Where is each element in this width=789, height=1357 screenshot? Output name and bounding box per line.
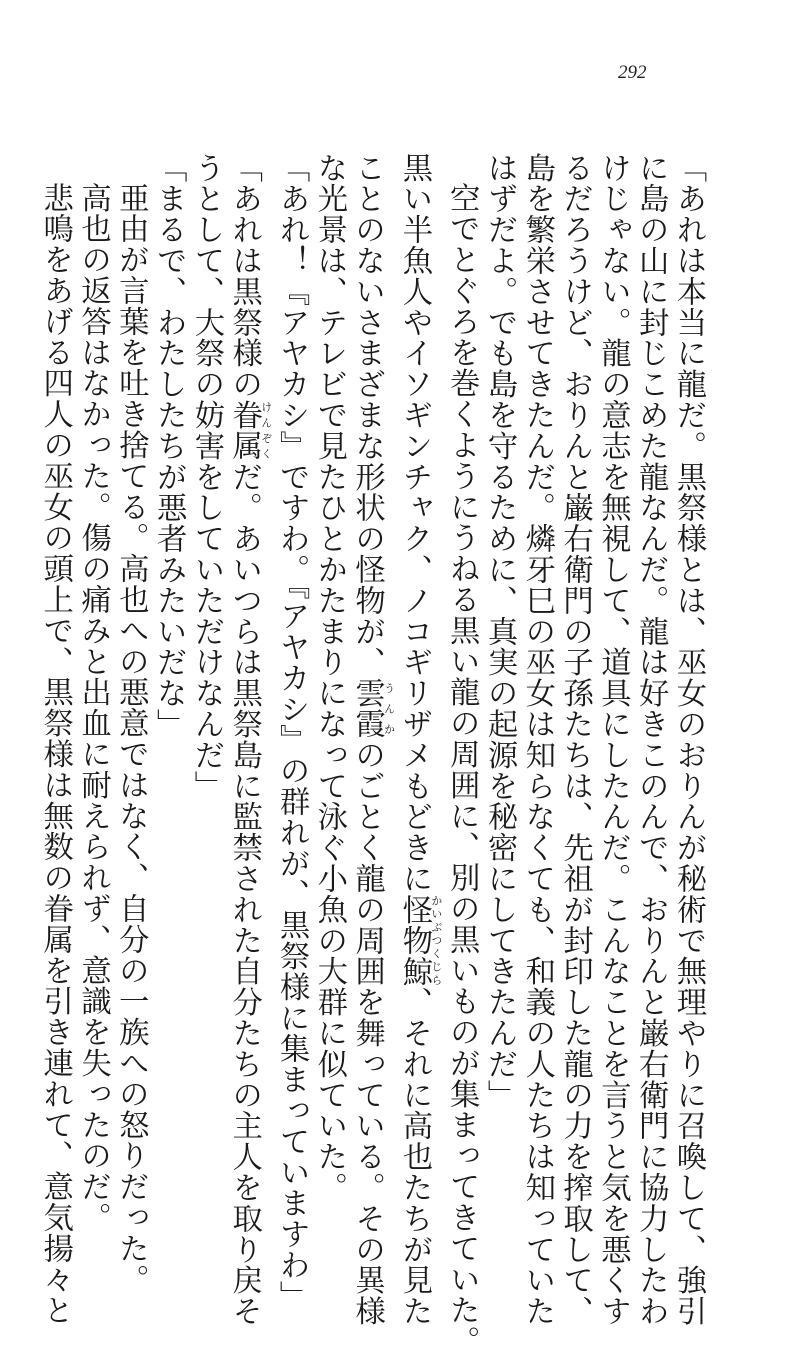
furigana-kenzoku bbox=[226, 399, 273, 462]
text-line-4: るだろうけど、おりんと巌右衛門の子孫たちは、先祖が封印した龍の力を搾取して、 bbox=[557, 152, 593, 1327]
text-line-13: うとして、大祭の妨害をしていただけなんだ」 bbox=[188, 152, 224, 801]
ruby-reading-kaibutsukujira: かいぶつくじら bbox=[429, 893, 443, 987]
vertical-body-text bbox=[36, 152, 707, 1357]
furigana-unka bbox=[349, 677, 396, 740]
page-number: 292 bbox=[618, 62, 647, 83]
text-line-15: 亜由が言葉を吐き捨てる。高也への悪意ではなく、自分の一族への怒りだった。 bbox=[113, 182, 149, 1295]
line-8-pre: 黒い半魚人やイソギンチャク、ノコギリザメもどきに bbox=[396, 152, 432, 894]
ruby-reading-kenzoku: けんぞく bbox=[259, 399, 273, 461]
ruby-base-kaibutsukujira: 怪物鯨 bbox=[396, 893, 432, 987]
text-line-9 bbox=[348, 152, 396, 1327]
text-line-7: 空でとぐろを巻くようにうねる黒い龍の周囲に、別の黒いものが集まってきていた。 bbox=[444, 182, 480, 1357]
text-line-6: はずだよ。でも島を守るために、真実の起源を秘密にしてきたんだ」 bbox=[482, 152, 518, 1110]
line-12-post: だ。あいつらは黒祭島に監禁された自分たちの主人を取り戻そ bbox=[226, 461, 262, 1327]
text-line-2: に島の山に封じこめた龍なんだ。龍は好きこのんで、おりんと巌右衛門に協力したわ bbox=[633, 152, 669, 1327]
text-line-5: 島を繁栄させてきたんだ。燐牙巳の巫女は知らなくても、和義の人たちは知っていた bbox=[519, 152, 555, 1327]
line-12-pre: 「あれは黒祭様の bbox=[226, 152, 262, 400]
ruby-reading-unka: うんか bbox=[382, 677, 396, 740]
text-line-8 bbox=[395, 152, 443, 1327]
line-9-post: のごとく龍の周囲を舞っている。その異様 bbox=[349, 739, 385, 1327]
line-9-pre: ことのないさまざまな形状の怪物が、 bbox=[349, 152, 385, 678]
furigana-kaibutsukujira bbox=[396, 893, 443, 987]
text-line-11: 「あれ！『アヤカシ』ですわ。『アヤカシ』の群れが、黒祭様に集まっていますわ」 bbox=[274, 152, 310, 1311]
text-line-14: 「まるで、わたしたちが悪者みたいだな」 bbox=[151, 152, 187, 740]
text-line-1: 「あれは本当に龍だ。黒祭様とは、巫女のおりんが秘術で無理やりに召喚して、強引 bbox=[671, 152, 706, 1327]
text-line-10: な光景は、テレビで見たひとかたまりになって泳ぐ小魚の大群に似ていた。 bbox=[311, 152, 347, 1203]
text-line-12 bbox=[225, 152, 273, 1327]
ruby-base-kenzoku: 眷属 bbox=[226, 399, 262, 462]
line-8-post: 、それに高也たちが見た bbox=[396, 986, 432, 1327]
text-line-16: 高也の返答はなかった。傷の痛みと出血に耐えられず、意識を失ったのだ。 bbox=[75, 182, 111, 1233]
text-line-3: けじゃない。龍の意志を無視して、道具にしたんだ。こんなことを言うと気を悪くす bbox=[595, 152, 631, 1327]
text-line-17: 悲鳴をあげる四人の巫女の頭上で、黒祭様は無数の眷属を引き連れて、意気揚々と bbox=[37, 182, 73, 1326]
ruby-base-unka: 雲霞 bbox=[349, 677, 385, 740]
